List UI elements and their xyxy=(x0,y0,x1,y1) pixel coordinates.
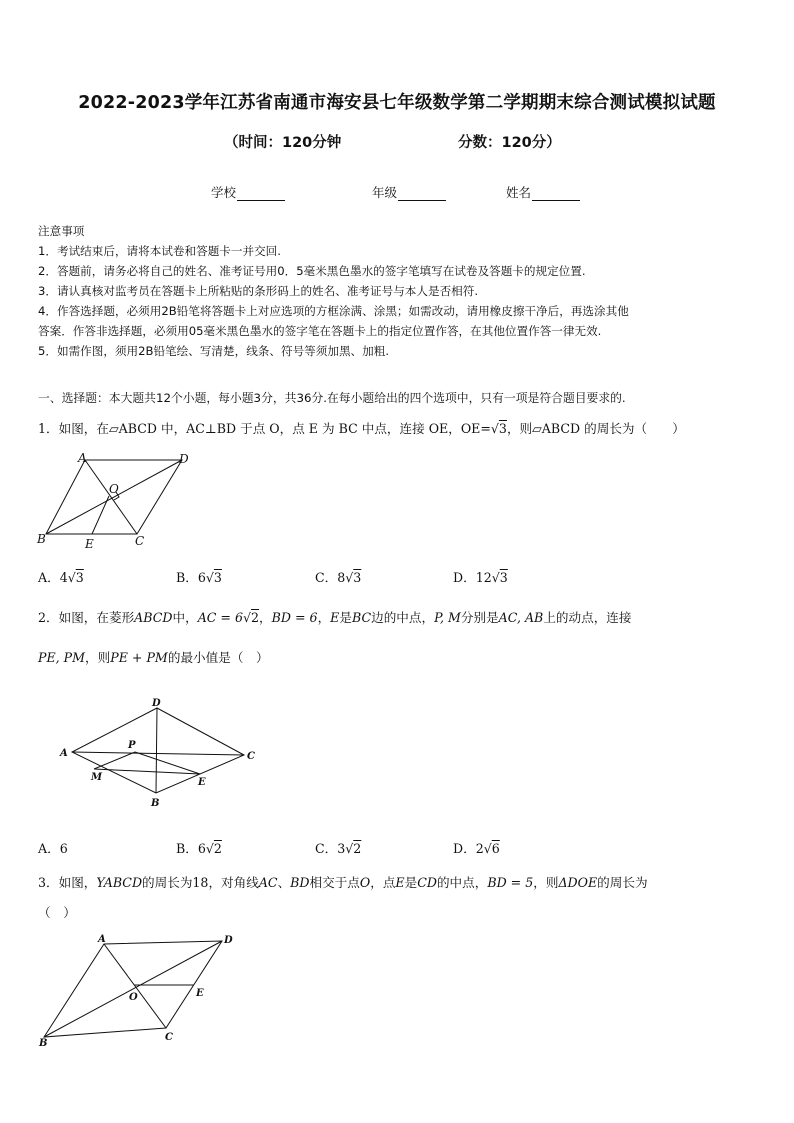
q1-option-d[interactable]: D．12√3 xyxy=(453,570,508,585)
notes-block xyxy=(38,221,629,361)
notes-item: 1．考试结束后，请将本试卷和答题卡一并交回. xyxy=(38,244,281,258)
q1-label-c: C xyxy=(135,534,145,548)
q2-option-b[interactable]: B．6√2 xyxy=(176,841,222,856)
q2-figure xyxy=(55,696,265,812)
name-field[interactable] xyxy=(506,183,580,201)
q1-sqrt: √3 xyxy=(490,421,507,436)
q2-segment-pe xyxy=(135,752,200,774)
q2-segment-me xyxy=(94,769,200,774)
notes-item: 答案．作答非选择题，必须用05毫米黑色墨水的签字笔在答题卡上的指定位置作答，在其他位置作答一律无效. xyxy=(38,324,602,338)
q2-segment-pm xyxy=(94,752,135,769)
school-field[interactable] xyxy=(211,183,285,201)
question-2-line1: 2．如图，在菱形ABCD中，AC = 6√2，BD = 6，E是BC边的中点，P, M分别是AC, AB上的动点，连接 xyxy=(38,610,632,625)
question-3-line2: （ ） xyxy=(38,905,76,920)
q1-label-a: A xyxy=(78,451,87,465)
q1-segment-oe xyxy=(92,496,109,534)
exam-time: （时间：120分钟 xyxy=(224,135,342,151)
q3-label-c: C xyxy=(165,1032,173,1043)
notes-item: 2．答题前，请务必将自己的姓名、准考证号用0．5毫米黑色墨水的签字笔填写在试卷及答题卡的规定位置. xyxy=(38,264,586,278)
q2-label-e: E xyxy=(198,777,206,788)
grade-label: 年级 xyxy=(372,185,398,200)
q3-label-e: E xyxy=(196,988,204,999)
notes-item: 3．请认真核对监考员在答题卡上所粘贴的条形码上的姓名、准考证号与本人是否相符. xyxy=(38,284,479,298)
q1-option-b[interactable]: B．6√3 xyxy=(176,570,222,585)
q3-diagonal-ac xyxy=(104,944,166,1028)
q3-label-b: B xyxy=(39,1038,48,1048)
question-1-text xyxy=(38,420,685,438)
name-blank[interactable] xyxy=(532,188,580,201)
q2-label-p: P xyxy=(128,740,136,751)
section-heading: 一、选择题：本大题共12个小题，每小题3分，共36分.在每小题给出的四个选项中，只有一项是符合题目要求的. xyxy=(38,391,626,405)
notes-item: 5．如需作图，须用2B铅笔绘、写清楚，线条、符号等须加黑、加粗. xyxy=(38,344,390,358)
page-title: 2022-2023学年江苏省南通市海安县七年级数学第二学期期末综合测试模拟试题 xyxy=(78,93,716,113)
q1-option-a[interactable]: A．4√3 xyxy=(38,570,84,585)
q2-diagonal-bd xyxy=(156,708,157,793)
q3-label-o: O xyxy=(129,992,138,1003)
school-label: 学校 xyxy=(211,185,237,200)
notes-heading: 注意事项 xyxy=(38,224,85,238)
q2-label-m: M xyxy=(91,772,103,783)
q1-text-a: 1．如图，在▱ABCD 中，AC⊥BD 于点 O，点 E 为 BC 中点，连接 OE，OE= xyxy=(38,421,491,436)
name-label: 姓名 xyxy=(506,185,532,200)
q2-option-a[interactable]: A．6 xyxy=(38,841,68,856)
grade-blank[interactable] xyxy=(398,188,446,201)
q1-diagonal-ac xyxy=(85,460,137,534)
question-2-line2: PE, PM，则PE + PM的最小值是（ ） xyxy=(38,650,269,665)
q1-option-c[interactable]: C．8√3 xyxy=(315,570,362,585)
q2-option-d[interactable]: D．2√6 xyxy=(453,841,500,856)
q1-label-d: D xyxy=(179,452,189,466)
q1-diagonal-bd xyxy=(46,460,182,534)
q2-label-c: C xyxy=(247,751,255,762)
q2-diagonal-ac xyxy=(72,752,244,755)
school-blank[interactable] xyxy=(237,188,285,201)
q2-label-a: A xyxy=(60,748,68,759)
q1-label-e: E xyxy=(85,537,94,551)
q1-label-o: O xyxy=(109,482,119,496)
question-3-line1: 3．如图，YABCD的周长为18，对角线AC、BD相交于点O，点E是CD的中点，BD = 5，则ΔDOE的周长为 xyxy=(38,875,648,890)
grade-field[interactable] xyxy=(372,183,446,201)
notes-item: 4．作答选择题，必须用2B铅笔将答题卡上对应选项的方框涂满、涂黑；如需改动，请用橡皮擦干净后，再选涂其他 xyxy=(38,304,629,318)
exam-score: 分数：120分） xyxy=(458,135,561,151)
q3-label-a: A xyxy=(98,934,106,945)
q1-text-b: ，则▱ABCD 的周长为（ ） xyxy=(506,421,685,436)
q3-label-d: D xyxy=(224,935,233,946)
q1-figure xyxy=(32,448,202,552)
q2-option-c[interactable]: C．3√2 xyxy=(315,841,362,856)
q3-figure xyxy=(34,930,244,1048)
q1-label-b: B xyxy=(37,532,46,546)
q2-label-b: B xyxy=(151,798,160,809)
q2-label-d: D xyxy=(152,698,161,709)
